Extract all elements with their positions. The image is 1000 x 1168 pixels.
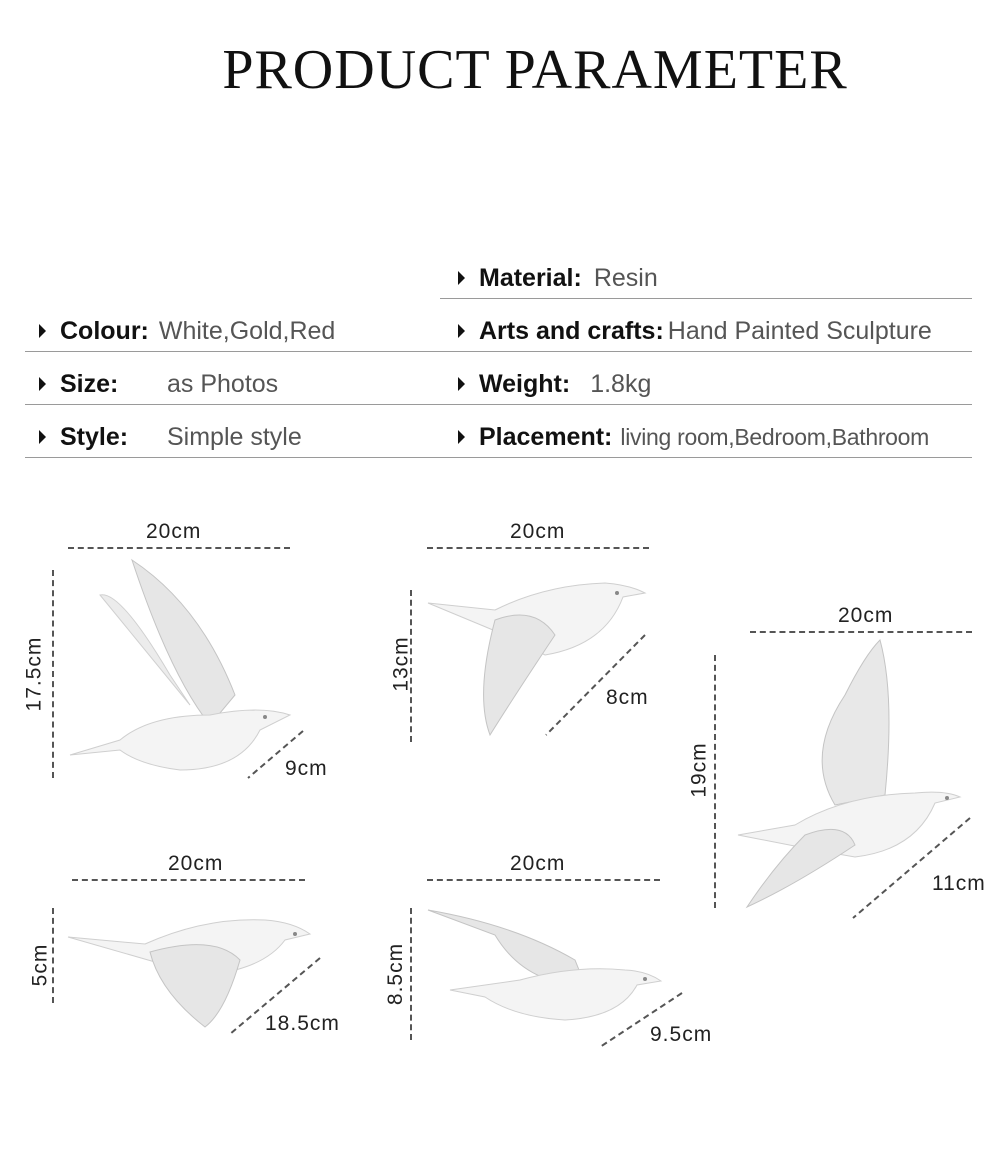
spec-arts-and-crafts <box>440 311 972 352</box>
bird-4-height-label: 5cm <box>28 943 52 987</box>
spec-value: Simple style <box>167 422 302 451</box>
bird-2-height-label: 13cm <box>389 636 413 692</box>
spec-label: Placement: <box>479 422 613 451</box>
width-dashed-line <box>72 879 305 881</box>
spec-style <box>25 417 442 458</box>
spec-value: living room,Bedroom,Bathroom <box>620 423 930 450</box>
bird-4-width-label: 20cm <box>168 852 224 875</box>
bird-5-depth-label: 9.5cm <box>650 1023 713 1046</box>
spec-value: Resin <box>593 263 658 292</box>
bird-3-width-label: 20cm <box>838 604 894 627</box>
spec-value: as Photos <box>167 369 279 398</box>
spec-value: White,Gold,Red <box>158 316 336 345</box>
spec-label: Weight: <box>479 369 571 398</box>
triangle-bullet-icon <box>458 271 465 285</box>
spec-value: Hand Painted Sculpture <box>667 316 932 345</box>
depth-dashed-line <box>543 632 648 738</box>
bird-3-depth-label: 11cm <box>932 872 986 895</box>
width-dashed-line <box>750 631 972 633</box>
triangle-bullet-icon <box>458 324 465 338</box>
spec-label: Size: <box>60 369 119 398</box>
spec-size <box>25 364 442 405</box>
spec-value: 1.8kg <box>590 369 652 398</box>
spec-weight <box>440 364 972 405</box>
bird-1-height-label: 17.5cm <box>22 636 46 712</box>
bird-3-height-label: 19cm <box>687 742 711 798</box>
bird-4-depth-label: 18.5cm <box>265 1012 340 1035</box>
width-dashed-line <box>68 547 290 549</box>
height-dashed-line <box>714 655 716 908</box>
width-dashed-line <box>427 879 660 881</box>
bird-5-width-label: 20cm <box>510 852 566 875</box>
triangle-bullet-icon <box>458 430 465 444</box>
spec-label: Style: <box>60 422 129 451</box>
spec-material <box>440 258 972 299</box>
bird-2-depth-label: 8cm <box>606 686 649 709</box>
bird-2-width-label: 20cm <box>510 520 566 543</box>
triangle-bullet-icon <box>39 324 46 338</box>
width-dashed-line <box>427 547 649 549</box>
bird-1-depth-label: 9cm <box>285 757 328 780</box>
spec-label: Arts and crafts: <box>479 316 664 345</box>
triangle-bullet-icon <box>39 377 46 391</box>
bird-5-height-label: 8.5cm <box>384 942 408 1006</box>
spec-label: Colour: <box>60 316 149 345</box>
triangle-bullet-icon <box>39 430 46 444</box>
bird-1-width-label: 20cm <box>146 520 202 543</box>
triangle-bullet-icon <box>458 377 465 391</box>
spec-label: Material: <box>479 263 582 292</box>
depth-dashed-line <box>850 815 974 921</box>
height-dashed-line <box>410 908 412 1040</box>
page-title: PRODUCT PARAMETER <box>222 39 848 101</box>
spec-placement <box>440 417 972 458</box>
height-dashed-line <box>52 570 54 778</box>
spec-colour <box>25 311 442 352</box>
